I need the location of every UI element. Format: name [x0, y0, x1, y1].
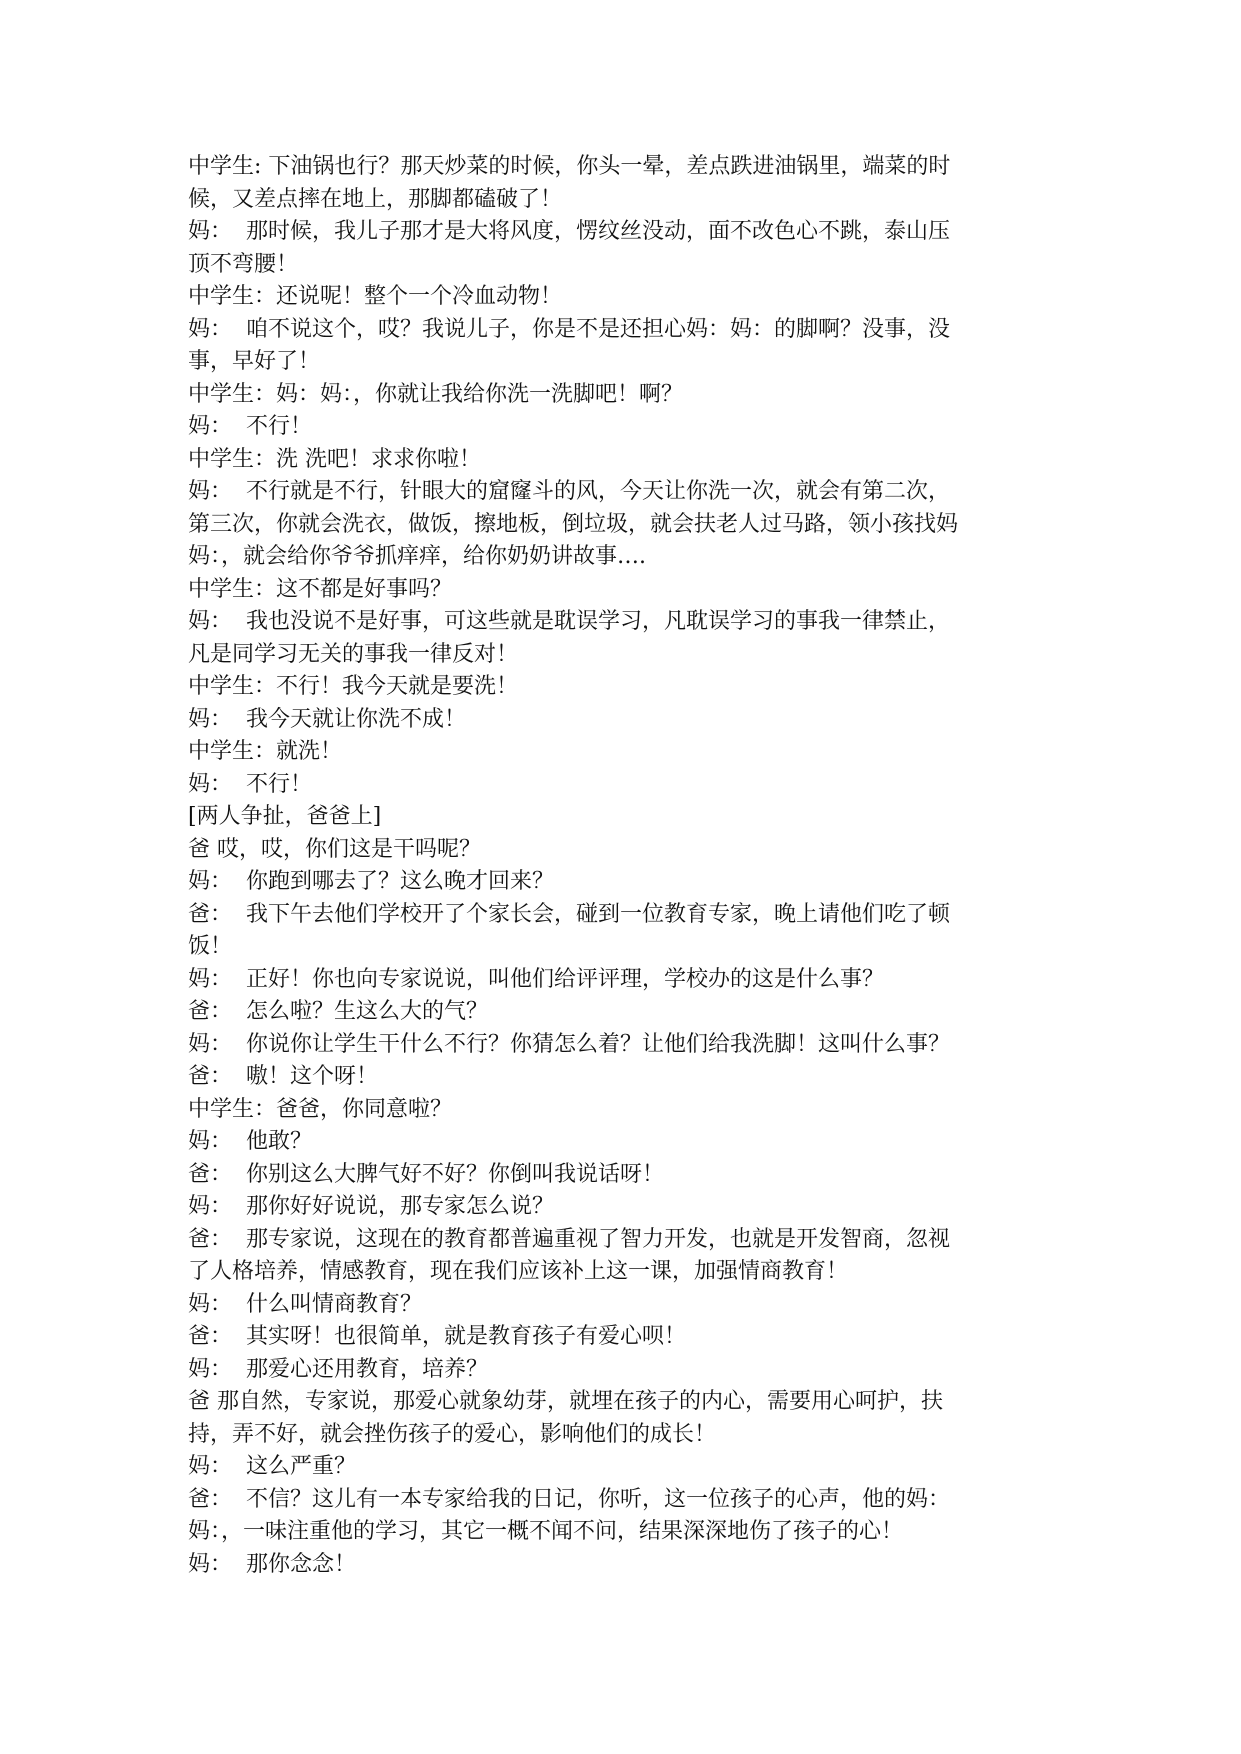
text-line-25: 饭！	[188, 934, 233, 959]
text-line-43: 妈：，一味注重他的学习，其它一概不闻不问，结果深深地伤了孩子的心！	[188, 1519, 904, 1544]
text-line-16: 凡是同学习无关的事我一律反对！	[188, 641, 519, 667]
text-line-7: 事，早好了！	[188, 349, 321, 374]
text-line-2: 候，又差点摔在地上，那脚都磕破了！	[188, 186, 563, 212]
text-line-24: 爸： 我下午去他们学校开了个家长会，碰到一位教育专家，晚上请他们吃了顿	[188, 901, 950, 927]
document-page	[188, 151, 1058, 1581]
text-line-15: 妈： 我也没说不是好事，可这些就是耽误学习，凡耽误学习的事我一律禁止，	[188, 609, 950, 634]
text-line-17: 中学生：不行！我今天就是要洗！	[188, 674, 519, 699]
text-line-29: 爸： 嗷！这个呀！	[188, 1064, 378, 1089]
text-line-27: 爸： 怎么啦？生这么大的气？	[188, 999, 488, 1024]
text-line-40: 持，弄不好，就会挫伤孩子的爱心，影响他们的成长！	[188, 1421, 717, 1447]
text-line-37: 爸： 其实呀！也很简单，就是教育孩子有爱心呗！	[188, 1324, 686, 1349]
text-line-10: 中学生：洗 洗吧！求求你啦！	[188, 446, 481, 472]
text-line-44: 妈： 那你念念！	[188, 1551, 356, 1577]
text-line-19: 中学生：就洗！	[188, 739, 343, 764]
text-line-38: 妈： 那爱心还用教育，培养？	[188, 1356, 488, 1382]
text-line-18: 妈： 我今天就让你洗不成！	[188, 706, 466, 732]
text-line-21: [两人争扯，爸爸上]	[188, 804, 382, 829]
text-line-13: 妈：，就会给你爷爷抓痒痒，给你奶奶讲故事….	[188, 544, 646, 569]
text-line-9: 妈： 不行！	[188, 414, 312, 439]
text-line-14: 中学生：这不都是好事吗？	[188, 576, 453, 602]
text-line-1: 中学生: 下油锅也行？那天炒菜的时候，你头一晕，差点跌进油锅里，端菜的时	[188, 154, 951, 179]
text-line-34: 爸： 那专家说，这现在的教育都普遍重视了智力开发，也就是开发智商，忽视	[188, 1226, 950, 1252]
text-line-4: 顶不弯腰！	[188, 251, 299, 277]
text-line-32: 爸： 你别这么大脾气好不好？你倒叫我说话呀！	[188, 1161, 664, 1187]
text-line-11: 妈： 不行就是不行，针眼大的窟窿斗的风，今天让你洗一次，就会有第二次，	[188, 479, 950, 504]
text-line-22: 爸 哎，哎，你们这是干吗呢？	[188, 836, 481, 862]
text-line-12: 第三次，你就会洗衣，做饭，擦地板，倒垃圾，就会扶老人过马路，领小孩找妈	[188, 511, 959, 537]
text-line-33: 妈： 那你好好说说，那专家怎么说？	[188, 1194, 554, 1219]
text-line-41: 妈： 这么严重？	[188, 1454, 356, 1479]
text-line-8: 中学生：妈：妈：，你就让我给你洗一洗脚吧！啊？	[188, 381, 684, 407]
text-line-3: 妈： 那时候，我儿子那才是大将风度，愣纹丝没动，面不改色心不跳，泰山压	[188, 219, 950, 244]
text-line-5: 中学生：还说呢！整个一个冷血动物！	[188, 284, 563, 309]
text-line-23: 妈： 你跑到哪去了？这么晚才回来？	[188, 869, 554, 894]
text-line-36: 妈： 什么叫情商教育？	[188, 1291, 422, 1317]
text-line-20: 妈： 不行！	[188, 771, 312, 797]
text-line-28: 妈： 你说你让学生干什么不行？你猜怎么着？让他们给我洗脚！这叫什么事？	[188, 1031, 950, 1057]
text-line-26: 妈： 正好！你也向专家说说，叫他们给评评理，学校办的这是什么事？	[188, 966, 884, 992]
text-line-6: 妈： 咱不说这个，哎？我说儿子，你是不是还担心妈：妈：的脚啊？没事，没	[188, 316, 950, 342]
text-line-35: 了人格培养，情感教育，现在我们应该补上这一课，加强情商教育！	[188, 1259, 849, 1284]
text-line-31: 妈： 他敢？	[188, 1129, 312, 1154]
text-line-42: 爸： 不信？这儿有一本专家给我的日记，你听，这一位孩子的心声，他的妈：	[188, 1486, 950, 1512]
text-line-39: 爸 那自然，专家说，那爱心就象幼芽，就埋在孩子的内心，需要用心呵护，扶	[188, 1389, 943, 1414]
text-line-30: 中学生：爸爸，你同意啦？	[188, 1096, 453, 1122]
